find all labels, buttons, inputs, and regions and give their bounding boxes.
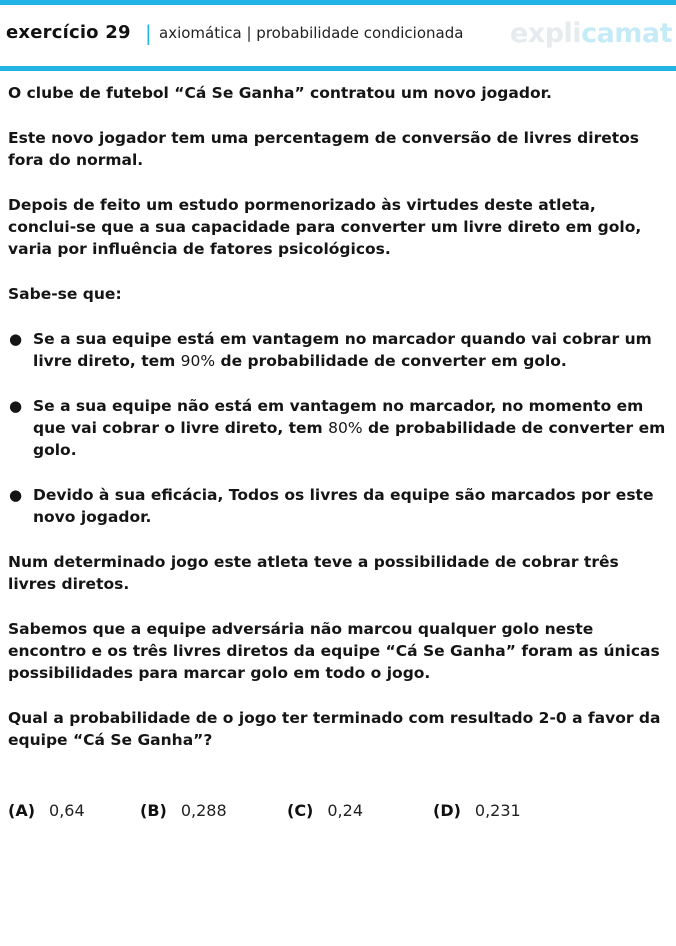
paragraph-study: Depois de feito um estudo pormenorizado às virtudes deste atleta, conclui-se que a sua capacidade para converter um livre direto em golo, varia por influência de fatores psicológicos. xyxy=(8,196,642,258)
header-separator: | xyxy=(145,21,152,45)
option-value: 0,231 xyxy=(474,801,521,820)
paragraph-context: Sabemos que a equipe adversária não marcou qualquer golo neste encontro e os três livres diretos da equipe “Cá Se Ganha” foram as únicas possibilidades para marcar golo em todo o jogo. xyxy=(8,620,660,682)
top-accent-bar xyxy=(0,0,676,5)
brand-logo xyxy=(510,18,672,49)
option-d[interactable] xyxy=(433,801,521,820)
paragraph-player: Este novo jogador tem uma percentagem de conversão de livres diretos fora do normal. xyxy=(8,129,640,169)
option-value: 0,288 xyxy=(180,801,227,820)
option-label: (D) xyxy=(433,801,461,820)
brand-logo-part2: camat xyxy=(581,18,673,49)
list-item: ● Devido à sua eficácia, Todos os livres da equipe são marcados por este novo jogador. xyxy=(9,486,654,526)
header-divider xyxy=(0,66,676,71)
paragraph-intro: O clube de futebol “Cá Se Ganha” contratou um novo jogador. xyxy=(8,84,552,102)
problem-statement xyxy=(8,82,668,774)
bullet-icon: ● xyxy=(9,397,23,415)
brand-logo-part1: expli xyxy=(510,18,582,49)
percentage-value: 80% xyxy=(328,419,363,437)
conditions-list xyxy=(8,328,668,528)
option-label: (B) xyxy=(140,801,167,820)
bullet-icon: ● xyxy=(9,330,23,348)
option-c[interactable] xyxy=(287,801,363,820)
option-label: (A) xyxy=(8,801,36,820)
list-item: ● Se a sua equipe não está em vantagem no marcador, no momento em que vai cobrar o livre direto, tem 80% de probabilidade de converter em golo. xyxy=(9,397,666,459)
option-value: 0,24 xyxy=(327,801,363,820)
paragraph-known: Sabe-se que: xyxy=(8,285,122,303)
option-value: 0,64 xyxy=(49,801,85,820)
list-item: ● Se a sua equipe está em vantagem no marcador quando vai cobrar um livre direto, tem 90% de probabilidade de converter em golo. xyxy=(9,330,652,370)
option-label: (C) xyxy=(287,801,314,820)
bullet-icon: ● xyxy=(9,486,23,504)
answer-options xyxy=(8,801,668,825)
option-a[interactable] xyxy=(8,801,85,820)
exercise-title: exercício 29 xyxy=(6,22,131,43)
paragraph-match: Num determinado jogo este atleta teve a possibilidade de cobrar três livres diretos. xyxy=(8,553,619,593)
question-text: Qual a probabilidade de o jogo ter terminado com resultado 2-0 a favor da equipe “Cá Se Ganha”? xyxy=(8,709,661,749)
exercise-topic: axiomática | probabilidade condicionada xyxy=(159,24,464,42)
option-b[interactable] xyxy=(140,801,227,820)
exercise-header xyxy=(0,18,676,50)
percentage-value: 90% xyxy=(180,352,216,370)
